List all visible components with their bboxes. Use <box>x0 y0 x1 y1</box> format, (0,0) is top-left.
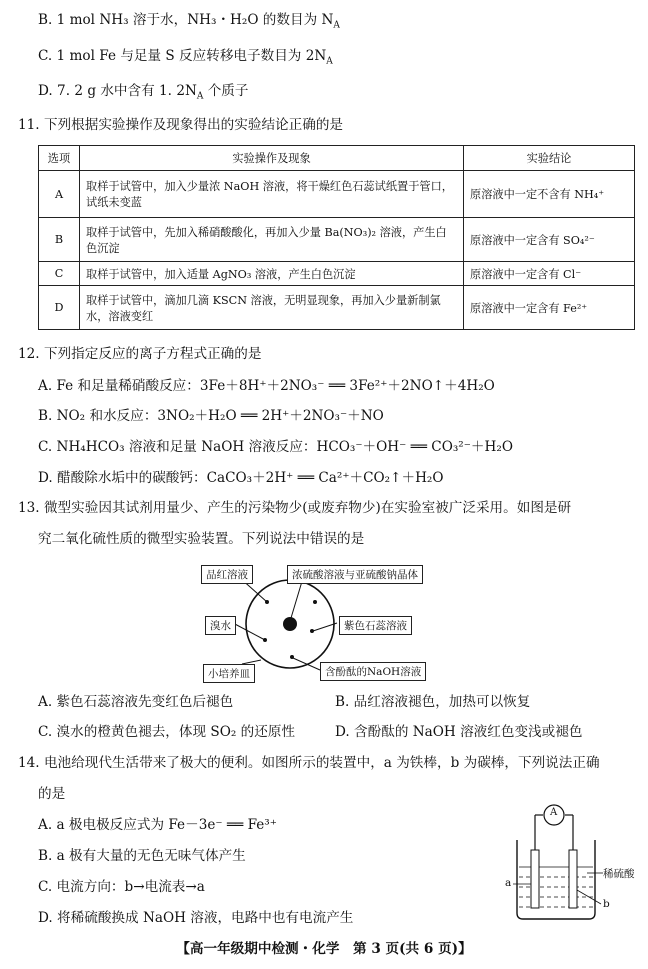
q14-option-c: C. 电流方向：b→电流表→a <box>38 879 205 895</box>
electrode-b-label: b <box>603 898 610 910</box>
table-cell-operation: 取样于试管中，加入适量 AgNO₃ 溶液，产生白色沉淀 <box>80 262 464 286</box>
q12-option-b: B. NO₂ 和水反应：3NO₂＋H₂O ══ 2H⁺＋2NO₃⁻＋NO <box>38 408 384 424</box>
table-cell-result: 原溶液中一定含有 Fe²⁺ <box>464 286 635 330</box>
q13-option-c: C. 溴水的橙黄色褪去，体现 SO₂ 的还原性 <box>38 724 296 740</box>
q13-stem-line2: 究二氧化硫性质的微型实验装置。下列说法中错误的是 <box>38 531 365 547</box>
q11-stem: 11. 下列根据实验操作及现象得出的实验结论正确的是 <box>18 117 344 133</box>
table-cell-result: 原溶液中一定含有 Cl⁻ <box>464 262 635 286</box>
table-cell-option: B <box>39 218 80 262</box>
q13-option-b: B. 品红溶液褪色，加热可以恢复 <box>335 694 531 710</box>
label-pinhong: 品红溶液 <box>201 565 253 584</box>
table-row <box>39 286 635 330</box>
q13-option-a: A. 紫色石蕊溶液先变红色后褪色 <box>38 694 234 710</box>
q10-option-d: D. 7. 2 g 水中含有 1. $2N_A$ 个质子 <box>38 83 249 102</box>
table-header-row <box>39 146 635 171</box>
table-cell-option: D <box>39 286 80 330</box>
q14-option-b: B. a 极有大量的无色无味气体产生 <box>38 848 246 864</box>
page-footer: 【高一年级期中检测・化学 第 3 页(共 6 页)】 <box>176 941 472 957</box>
table-row <box>39 171 635 218</box>
microscale-apparatus-figure <box>195 560 455 685</box>
table-cell-option: C <box>39 262 80 286</box>
acid-label: 稀硫酸 <box>603 868 635 880</box>
table-header: 实验操作及现象 <box>80 146 464 171</box>
experiment-table <box>38 145 635 330</box>
table-row <box>39 262 635 286</box>
table-cell-result: 原溶液中一定不含有 NH₄⁺ <box>464 171 635 218</box>
label-naoh: 含酚酞的NaOH溶液 <box>320 662 426 681</box>
cell-drawing <box>503 795 643 925</box>
label-dish: 小培养皿 <box>203 664 255 683</box>
q12-stem: 12. 下列指定反应的离子方程式正确的是 <box>18 346 262 362</box>
table-cell-result: 原溶液中一定含有 SO₄²⁻ <box>464 218 635 262</box>
ammeter-label: A <box>550 807 558 818</box>
q13-stem-line1: 13. 微型实验因其试剂用量少、产生的污染物少(或废弃物少)在实验室被广泛采用。如图是研 <box>18 500 572 516</box>
table-cell-operation: 取样于试管中，加入少量浓 NaOH 溶液，将干燥红色石蕊试纸置于管口，试纸未变蓝 <box>80 171 464 218</box>
table-row <box>39 218 635 262</box>
q12-option-d: D. 醋酸除水垢中的碳酸钙：CaCO₃＋2H⁺ ══ Ca²⁺＋CO₂↑＋H₂O <box>38 470 444 486</box>
q10-option-b: B. 1 mol NH₃ 溶于水，NH₃・H₂O 的数目为 $N_A$ <box>38 12 340 31</box>
galvanic-cell-figure <box>503 795 643 925</box>
label-bromine: 溴水 <box>205 616 236 635</box>
q10-option-c: C. 1 mol Fe 与足量 S 反应转移电子数目为 $2N_A$ <box>38 48 333 67</box>
q13-option-d: D. 含酚酞的 NaOH 溶液红色变浅或褪色 <box>335 724 583 740</box>
q14-option-a: A. a 极电极反应式为 Fe－3e⁻ ══ Fe³⁺ <box>38 817 277 833</box>
label-litmus: 紫色石蕊溶液 <box>339 616 412 635</box>
table-header: 选项 <box>39 146 80 171</box>
label-acid-sulfite: 浓硫酸溶液与亚硫酸钠晶体 <box>287 565 423 584</box>
table-cell-option: A <box>39 171 80 218</box>
table-header: 实验结论 <box>464 146 635 171</box>
q14-option-d: D. 将稀硫酸换成 NaOH 溶液，电路中也有电流产生 <box>38 910 354 926</box>
table-cell-operation: 取样于试管中，先加入稀硝酸酸化，再加入少量 Ba(NO₃)₂ 溶液，产生白色沉淀 <box>80 218 464 262</box>
q14-stem-line1: 14. 电池给现代生活带来了极大的便利。如图所示的装置中，a 为铁棒，b 为碳棒，下列说法正确 <box>18 755 600 771</box>
q12-option-a: A. Fe 和足量稀硝酸反应：3Fe＋8H⁺＋2NO₃⁻ ══ 3Fe²⁺＋2NO↑＋4H₂O <box>38 378 495 394</box>
q14-stem-line2: 的是 <box>38 786 66 802</box>
q12-option-c: C. NH₄HCO₃ 溶液和足量 NaOH 溶液反应：HCO₃⁻＋OH⁻ ══ CO₃²⁻＋H₂O <box>38 439 513 455</box>
table-cell-operation: 取样于试管中，滴加几滴 KSCN 溶液，无明显现象，再加入少量新制氯水，溶液变红 <box>80 286 464 330</box>
electrode-a-label: a <box>505 877 512 889</box>
